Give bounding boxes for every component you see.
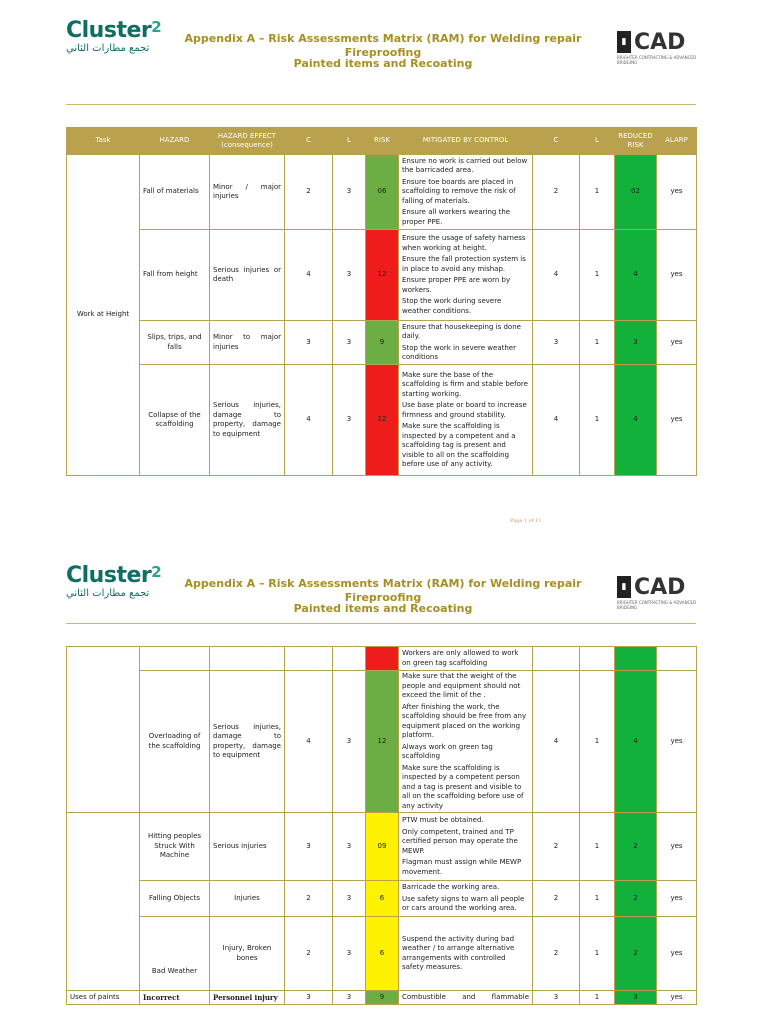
col-l: L	[333, 128, 366, 155]
page-subtitle: Painted items and Recoating	[293, 57, 473, 70]
control-item: Ensure that housekeeping is done daily.	[402, 322, 521, 340]
c-cell: 4	[285, 365, 333, 476]
control-item: Ensure proper PPE are worn by workers.	[402, 276, 511, 294]
l2-cell: 1	[580, 881, 615, 917]
effect-cell: Serious injuries, damage to property, damage to equipment	[210, 671, 285, 813]
reduced-risk-cell: 3	[615, 321, 657, 365]
control-cell	[399, 230, 533, 321]
logo-left-text: Cluster	[66, 563, 152, 588]
hazard-cell: Bad Weather	[140, 917, 210, 991]
c2-cell: 3	[533, 991, 580, 1005]
control-item: After finishing the work, the scaffolding should be free from any equipment placed on the working platform.	[402, 702, 527, 739]
control-item: Ensure the usage of safety harness when working at height.	[402, 234, 526, 252]
table-row	[67, 155, 697, 230]
risk-cell: 06	[366, 155, 399, 230]
l-cell: 3	[333, 991, 366, 1005]
col-risk: RISK	[366, 128, 399, 155]
c2-cell	[533, 647, 580, 671]
reduced-risk-cell: 2	[615, 881, 657, 917]
c2-cell: 4	[533, 365, 580, 476]
c-cell: 3	[285, 321, 333, 365]
alarp-cell: yes	[657, 230, 697, 321]
table-row	[67, 321, 697, 365]
col-c: C	[285, 128, 333, 155]
col-reduced-risk: REDUCED RISK	[615, 128, 657, 155]
control-item: Ensure the fall protection system is in place to avoid any mishap.	[402, 255, 526, 273]
c-cell: 3	[285, 991, 333, 1005]
effect-cell: Injury, Broken bones	[210, 917, 285, 991]
c2-cell: 2	[533, 917, 580, 991]
l-cell: 3	[333, 671, 366, 813]
risk-cell	[366, 647, 399, 671]
hazard-cell: Fall of materials	[140, 155, 210, 230]
control-item: Use base plate or board to increase firmness and ground stability.	[402, 401, 527, 419]
col-c2: C	[533, 128, 580, 155]
control-item: Use safety signs to warn all people or cars around the working area.	[402, 894, 525, 913]
control-cell	[399, 881, 533, 917]
task-cell	[67, 813, 140, 991]
alarp-cell: yes	[657, 321, 697, 365]
c2-cell: 2	[533, 813, 580, 881]
control-cell	[399, 671, 533, 813]
hazard-cell	[140, 647, 210, 671]
control-item: Barricade the working area.	[402, 883, 500, 892]
control-cell	[399, 365, 533, 476]
effect-cell	[210, 647, 285, 671]
effect-cell: Serious injuries, damage to property, damage to equipment	[210, 365, 285, 476]
l2-cell: 1	[580, 155, 615, 230]
control-item: Make sure the base of the scaffolding is firm and stable before starting working.	[402, 370, 528, 398]
reduced-risk-cell: 4	[615, 365, 657, 476]
l-cell: 3	[333, 881, 366, 917]
cad-logo	[617, 29, 697, 67]
reduced-risk-cell: 3	[615, 991, 657, 1005]
control-item: Make sure the scaffolding is inspected by a competent person and a tag is present and visible to all on the scaffolding before use of any activity	[402, 763, 524, 810]
cad-mark-icon: ▮	[617, 576, 631, 598]
table-header-row	[67, 128, 697, 155]
risk-cell: 9	[366, 991, 399, 1005]
page-title: Appendix A – Risk Assessments Matrix (RAM) for Welding repair Fireproofing	[184, 32, 582, 59]
control-item: Only competent, trained and TP certified person may operate the MEWP.	[402, 827, 518, 855]
c-cell: 2	[285, 155, 333, 230]
header-divider	[66, 623, 696, 624]
hazard-cell: Collapse of the scaffolding	[140, 365, 210, 476]
cad-logo	[617, 574, 697, 612]
logo-right-sub: BRIGHTER CONTRACTING & ADVANCED BRIDGING	[617, 600, 697, 610]
logo-left-arabic: تجمع مطارات الثاني	[66, 588, 150, 599]
c-cell: 3	[285, 813, 333, 881]
alarp-cell: yes	[657, 881, 697, 917]
header-divider	[66, 104, 696, 105]
col-hazard: HAZARD	[140, 128, 210, 155]
document-page-2	[0, 545, 768, 1024]
risk-matrix-table-page-1	[66, 127, 697, 476]
l-cell: 3	[333, 365, 366, 476]
col-mitigated-by-control: MITIGATED BY CONTROL	[399, 128, 533, 155]
logo-right-text: CAD	[634, 29, 686, 55]
reduced-risk-cell: 2	[615, 917, 657, 991]
control-item: Stop the work in severe weather conditions	[402, 343, 516, 361]
control-item: Make sure the scaffolding is inspected by a competent and a scaffolding tag is present and visible to all on the scaffolding before use of any activity.	[402, 422, 516, 468]
c2-cell: 4	[533, 230, 580, 321]
l-cell: 3	[333, 917, 366, 991]
table-row	[67, 917, 697, 991]
l2-cell: 1	[580, 321, 615, 365]
c2-cell: 4	[533, 671, 580, 813]
risk-cell: 12	[366, 230, 399, 321]
risk-cell: 6	[366, 917, 399, 991]
c-cell: 4	[285, 671, 333, 813]
col-l2: L	[580, 128, 615, 155]
reduced-risk-cell: 4	[615, 671, 657, 813]
l-cell: 3	[333, 321, 366, 365]
effect-cell: Serious injuries or death	[210, 230, 285, 321]
hazard-cell: Falling Objects	[140, 881, 210, 917]
c-cell: 2	[285, 881, 333, 917]
reduced-risk-cell: 02	[615, 155, 657, 230]
logo-right-text: CAD	[634, 574, 686, 600]
control-cell	[399, 321, 533, 365]
table-row	[67, 881, 697, 917]
control-cell	[399, 813, 533, 881]
alarp-cell: yes	[657, 991, 697, 1005]
col-alarp: ALARP	[657, 128, 697, 155]
task-cell: Uses of paints	[67, 991, 140, 1005]
page-number: Page 1 of 11	[510, 518, 542, 524]
control-cell: Combustible and flammable	[399, 991, 533, 1005]
l2-cell: 1	[580, 365, 615, 476]
effect-cell: Serious injuries	[210, 813, 285, 881]
risk-cell: 9	[366, 321, 399, 365]
task-cell	[67, 647, 140, 813]
alarp-cell: yes	[657, 917, 697, 991]
alarp-cell: yes	[657, 813, 697, 881]
table-row	[67, 813, 697, 881]
control-cell	[399, 647, 533, 671]
hazard-cell: Hitting peoples Struck With Machine	[140, 813, 210, 881]
control-cell	[399, 155, 533, 230]
table-row	[67, 671, 697, 813]
reduced-risk-cell: 4	[615, 230, 657, 321]
table-row	[67, 991, 697, 1005]
l-cell: 3	[333, 155, 366, 230]
risk-cell: 09	[366, 813, 399, 881]
l2-cell: 1	[580, 813, 615, 881]
control-item: Ensure no work is carried out below the barricaded area.	[402, 156, 528, 175]
alarp-cell: yes	[657, 155, 697, 230]
control-item: PTW must be obtained.	[402, 816, 484, 824]
control-item: Suspend the activity during bad weather / to arrange alternative arrangements with controlled safety measures.	[402, 934, 515, 971]
table-row	[67, 365, 697, 476]
task-cell: Work at Height	[67, 155, 140, 476]
alarp-cell: yes	[657, 671, 697, 813]
control-item: Workers are only allowed to work on green tag scaffolding	[402, 649, 519, 667]
l2-cell: 1	[580, 991, 615, 1005]
risk-cell: 6	[366, 881, 399, 917]
c2-cell: 3	[533, 321, 580, 365]
l-cell: 3	[333, 230, 366, 321]
hazard-cell: Slips, trips, and falls	[140, 321, 210, 365]
hazard-cell: Fall from height	[140, 230, 210, 321]
control-item: Stop the work during severe weather conditions.	[402, 297, 502, 315]
table-row	[67, 647, 697, 671]
reduced-risk-cell	[615, 647, 657, 671]
effect-cell: Personnel injury	[210, 991, 285, 1005]
logo-left-sup: 2	[151, 18, 162, 36]
control-item: Ensure all workers wearing the proper PPE.	[402, 208, 511, 226]
logo-left-sup: 2	[151, 563, 162, 581]
l-cell	[333, 647, 366, 671]
page-subtitle: Painted items and Recoating	[293, 602, 473, 615]
cad-mark-icon: ▮	[617, 31, 631, 53]
effect-cell: Injuries	[210, 881, 285, 917]
c2-cell: 2	[533, 155, 580, 230]
risk-cell: 12	[366, 671, 399, 813]
risk-cell: 12	[366, 365, 399, 476]
reduced-risk-cell: 2	[615, 813, 657, 881]
c-cell: 4	[285, 230, 333, 321]
c-cell: 2	[285, 917, 333, 991]
risk-matrix-table-page-2	[66, 646, 697, 1005]
effect-cell: Minor / major injuries	[210, 155, 285, 230]
col-hazard-effect: HAZARD EFFECT (consequence)	[210, 128, 285, 155]
control-item: Flagman must assign while MEWP movement.	[402, 858, 522, 876]
page-title: Appendix A – Risk Assessments Matrix (RAM) for Welding repair Fireproofing	[184, 577, 582, 604]
l2-cell: 1	[580, 230, 615, 321]
l-cell: 3	[333, 813, 366, 881]
effect-cell: Minor to major injuries	[210, 321, 285, 365]
l2-cell	[580, 647, 615, 671]
logo-left-arabic: تجمع مطارات الثاني	[66, 43, 150, 54]
c-cell	[285, 647, 333, 671]
logo-right-sub: BRIGHTER CONTRACTING & ADVANCED BRIDGING	[617, 55, 697, 65]
alarp-cell: yes	[657, 365, 697, 476]
table-row	[67, 230, 697, 321]
control-cell	[399, 917, 533, 991]
l2-cell: 1	[580, 917, 615, 991]
l2-cell: 1	[580, 671, 615, 813]
col-task: Task	[67, 128, 140, 155]
hazard-cell: Overloading of the scaffolding	[140, 671, 210, 813]
hazard-cell: Incorrect	[140, 991, 210, 1005]
c2-cell: 2	[533, 881, 580, 917]
logo-left-text: Cluster	[66, 18, 152, 43]
control-item: Always work on green tag scaffolding	[402, 742, 493, 760]
control-item: Ensure toe boards are placed in scaffolding to remove the risk of falling of materials.	[402, 177, 516, 205]
alarp-cell	[657, 647, 697, 671]
control-item: Make sure that the weight of the people and equipment should not exceed the limit of the .	[402, 672, 521, 699]
